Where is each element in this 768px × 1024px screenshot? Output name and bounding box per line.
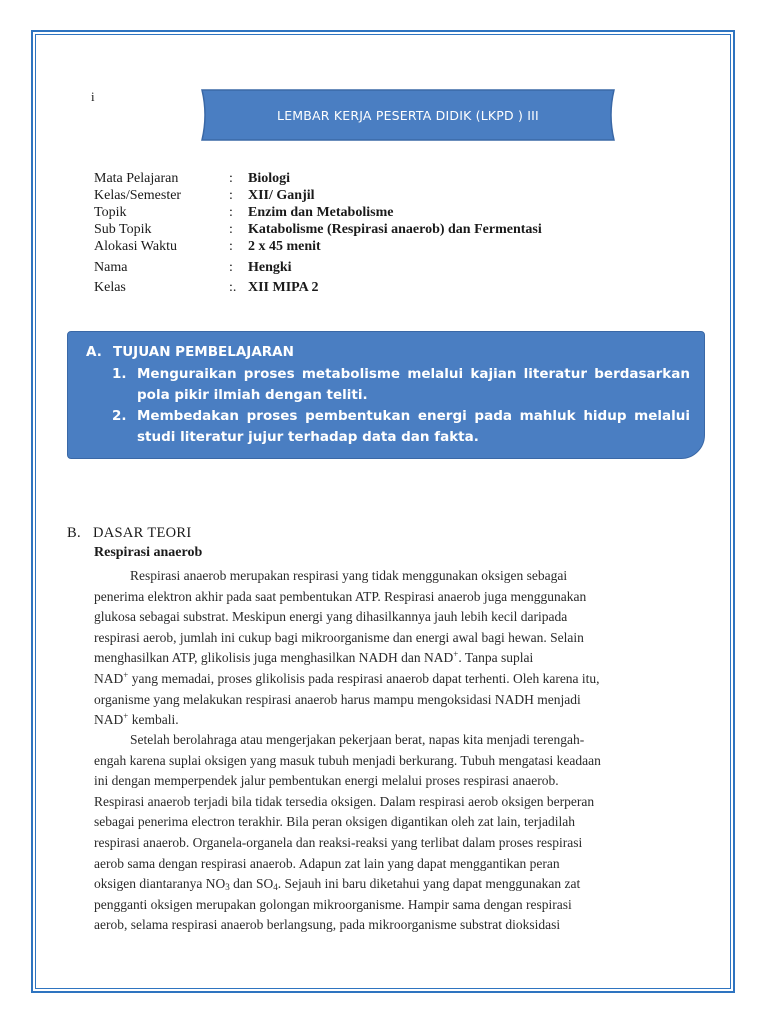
text-line: penerima elektron akhir pada saat pembentukan ATP. Respirasi anaerob juga menggunakan: [94, 588, 587, 604]
info-value: 2 x 45 menit: [248, 239, 321, 254]
info-colon: :: [229, 239, 233, 254]
text-line: respirasi aerob, jumlah ini cukup bagi mikroorganisme dan energi awal bagi hewan. Selain: [94, 629, 584, 645]
text-run: menghasilkan ATP, glikolisis juga menghasilkan NADH dan NAD: [94, 650, 454, 666]
info-value: XII/ Ganjil: [248, 188, 315, 203]
text-line: [94, 874, 674, 895]
info-value: Hengki: [248, 260, 292, 275]
info-label: Topik: [94, 205, 127, 220]
stray-mark: i: [91, 89, 95, 104]
text-run: NAD: [94, 712, 124, 728]
info-label: Mata Pelajaran: [94, 171, 179, 186]
text-line: aerob, selama respirasi anaerob berlangsung, pada mikroorganisme substrat dioksidasi: [94, 917, 561, 933]
text-line: Respirasi anaerob terjadi bila tidak tersedia oksigen. Dalam respirasi aerob oksigen berperan: [94, 793, 595, 809]
text-line: [94, 648, 674, 669]
section-marker: B.: [67, 525, 81, 541]
subscript-3: 3: [225, 882, 230, 893]
text-run: . Tanpa suplai: [458, 650, 534, 666]
info-label: Sub Topik: [94, 222, 152, 237]
superscript-plus: +: [123, 669, 129, 680]
section-heading: TUJUAN PEMBELAJARAN: [113, 344, 294, 360]
text-run: NAD: [94, 670, 124, 686]
superscript-plus: +: [453, 649, 459, 660]
text-run: kembali.: [128, 712, 179, 728]
tujuan-pembelajaran-box: [67, 331, 705, 459]
item-number: 1.: [112, 366, 127, 382]
section-heading: DASAR TEORI: [93, 525, 192, 541]
section-marker: A.: [86, 344, 102, 360]
info-colon: :.: [229, 280, 237, 295]
info-colon: :: [229, 222, 233, 237]
text-line: engah karena suplai oksigen yang masuk tubuh menjadi berkurang. Tubuh mengatasi keadaan: [94, 752, 601, 768]
info-value: XII MIPA 2: [248, 280, 319, 295]
info-label: Nama: [94, 260, 128, 275]
dasar-teori-heading: [67, 525, 192, 542]
text-run: oksigen diantaranya NO: [94, 876, 226, 892]
info-colon: :: [229, 260, 233, 275]
text-line: ini dengan memperpendek jalur pembentukan energi melalui proses respirasi anaerob.: [94, 773, 559, 789]
text-run: dan SO: [229, 876, 274, 892]
text-line: [94, 710, 674, 731]
tujuan-item: [112, 364, 690, 406]
text-line: respirasi anaerob. Organela-organela dan reaksi-reaksi yang terlibat dalam proses respirasi: [94, 834, 583, 850]
text-run: . Sejauh ini baru diketahui yang dapat menggunakan zat: [277, 876, 581, 892]
info-label: Kelas/Semester: [94, 188, 182, 203]
info-colon: :: [229, 171, 233, 186]
info-label: Kelas: [94, 280, 126, 295]
info-value: Enzim dan Metabolisme: [248, 205, 394, 220]
text-line: Setelah berolahraga atau mengerjakan pekerjaan berat, napas kita menjadi terengah-: [130, 732, 585, 747]
superscript-plus: +: [123, 711, 129, 722]
tujuan-item: [112, 406, 690, 448]
info-value: Biologi: [248, 171, 291, 186]
text-line: glukosa sebagai substrat. Meskipun energi yang dihasilkannya jauh lebih kecil daripada: [94, 609, 568, 625]
text-line: sebagai penerima electron terakhir. Bila peran oksigen digantikan oleh zat lain, terjadilah: [94, 814, 575, 830]
text-line: pengganti oksigen merupakan golongan mikroorganisme. Hampir sama dengan respirasi: [94, 896, 572, 912]
text-line: aerob sama dengan respirasi anaerob. Adapun zat lain yang dapat menggantikan peran: [94, 855, 560, 871]
title-banner: [198, 89, 618, 141]
paragraph-1: [94, 566, 674, 731]
item-text: Menguraikan proses metabolisme melalui kajian literatur berdasarkan pola pikir ilmiah dengan teliti.: [137, 366, 690, 403]
item-number: 2.: [112, 408, 127, 424]
info-label: Alokasi Waktu: [94, 239, 177, 254]
subscript-4: 4: [273, 882, 278, 893]
tujuan-heading: [86, 344, 294, 360]
subheading-respirasi-anaerob: Respirasi anaerob: [94, 545, 203, 560]
text-line: Respirasi anaerob merupakan respirasi yang tidak menggunakan oksigen sebagai: [130, 568, 568, 583]
info-value: Katabolisme (Respirasi anaerob) dan Fermentasi: [248, 222, 542, 237]
item-text: Membedakan proses pembentukan energi pada mahluk hidup melalui studi literatur jujur terhadap data dan fakta.: [137, 408, 690, 445]
info-colon: :: [229, 188, 233, 203]
text-line: organisme yang melakukan respirasi anaerob harus mampu mengoksidasi NADH menjadi: [94, 691, 581, 707]
text-line: [94, 669, 674, 690]
text-run: yang memadai, proses glikolisis pada respirasi anaerob dapat terhenti. Oleh karena itu,: [128, 670, 600, 686]
info-colon: :: [229, 205, 233, 220]
paragraph-2: [94, 730, 674, 936]
lkpd-title: LEMBAR KERJA PESERTA DIDIK (LKPD ) III: [277, 107, 539, 123]
